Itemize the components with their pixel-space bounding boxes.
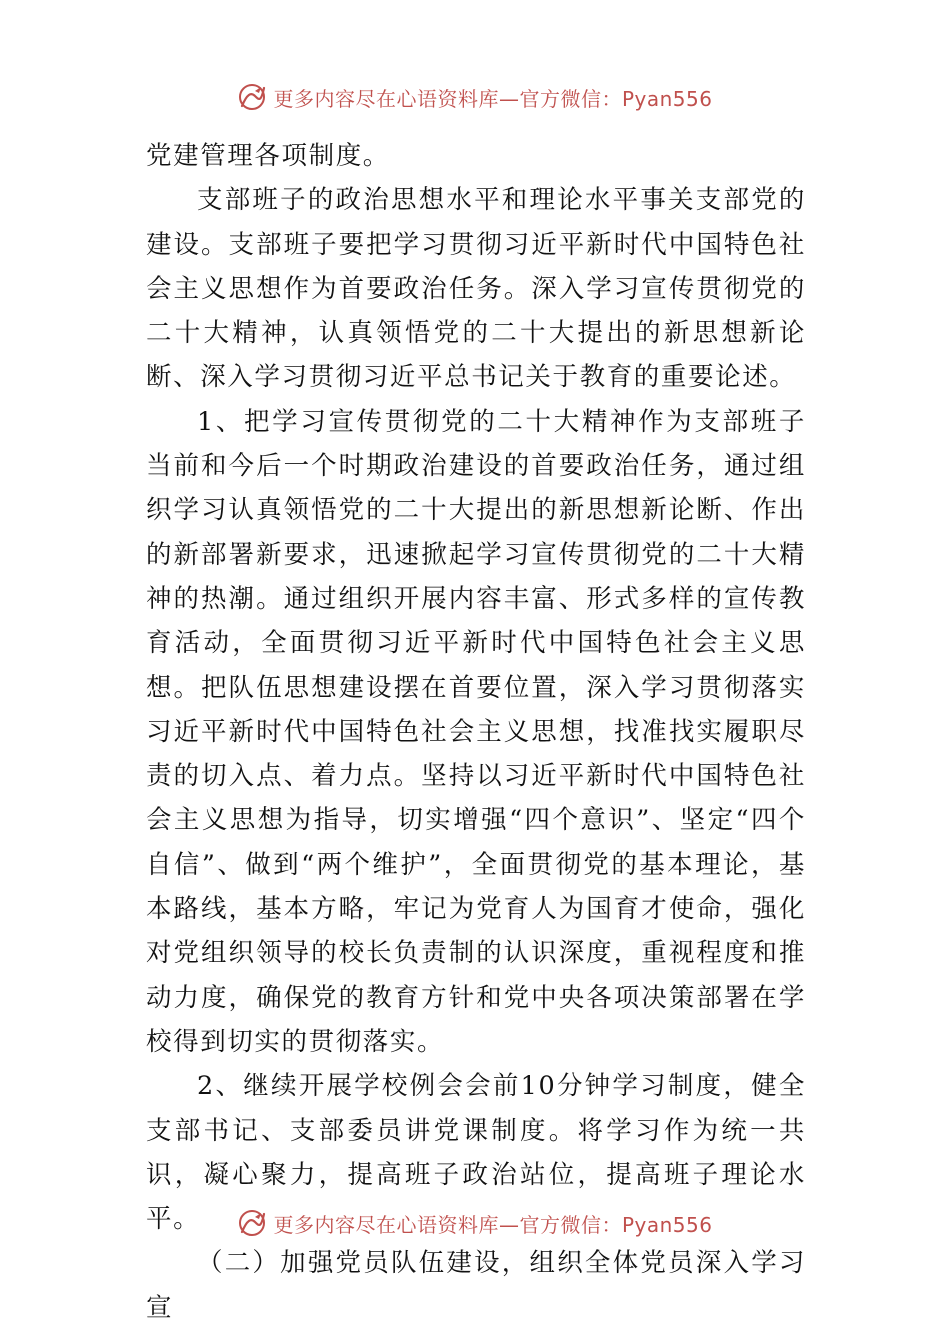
paragraph: 支部班子的政治思想水平和理论水平事关支部党的建设。支部班子要把学习贯彻习近平新时代中国特色社会主义思想作为首要政治任务。深入学习宣传贯彻党的二十大精神，认真领悟党的二十大提出的新思想新论断、深入学习贯彻习近平总书记关于教育的重要论述。: [146, 185, 806, 393]
paragraph: 1、把学习宣传贯彻党的二十大精神作为支部班子当前和今后一个时期政治建设的首要政治任务，通过组织学习认真领悟党的二十大提出的新思想新论断、作出的新部署新要求，迅速掀起学习宣传贯彻党的二十大精神的热潮。通过组织开展内容丰富、形式多样的宣传教育活动，全面贯彻习近平新时代中国特色社会主义思想。把队伍思想建设摆在首要位置，深入学习贯彻落实习近平新时代中国特色社会主义思想，找准找实履职尽责的切入点、着力点。坚持以习近平新时代中国特色社会主义思想为指导，切实增强“四个意识”、坚定“四个自信”、做到“两个维护”，全面贯彻党的基本理论，基本路线，基本方略，牢记为党育人为国育才使命，强化对党组织领导的校长负责制的认识深度，重视程度和推动力度，确保党的教育方针和党中央各项决策部署在学校得到切实的贯彻落实。: [146, 406, 806, 1057]
signature-pen-logo-icon: [237, 82, 267, 112]
signature-pen-logo-icon: [237, 1208, 267, 1238]
watermark-text: 更多内容尽在心语资料库—官方微信：Pyan556: [273, 1212, 713, 1237]
document-body: [146, 134, 806, 1330]
header-watermark: [0, 82, 950, 112]
paragraph: 2、继续开展学校例会会前10分钟学习制度，健全支部书记、支部委员讲党课制度。将学习作为统一共识，凝心聚力，提高班子政治站位，提高班子理论水平。: [146, 1071, 806, 1235]
watermark-text: 更多内容尽在心语资料库—官方微信：Pyan556: [273, 86, 713, 111]
paragraph: 党建管理各项制度。: [146, 141, 390, 171]
footer-watermark: [0, 1208, 950, 1238]
paragraph: （二）加强党员队伍建设，组织全体党员深入学习宣: [146, 1248, 806, 1323]
